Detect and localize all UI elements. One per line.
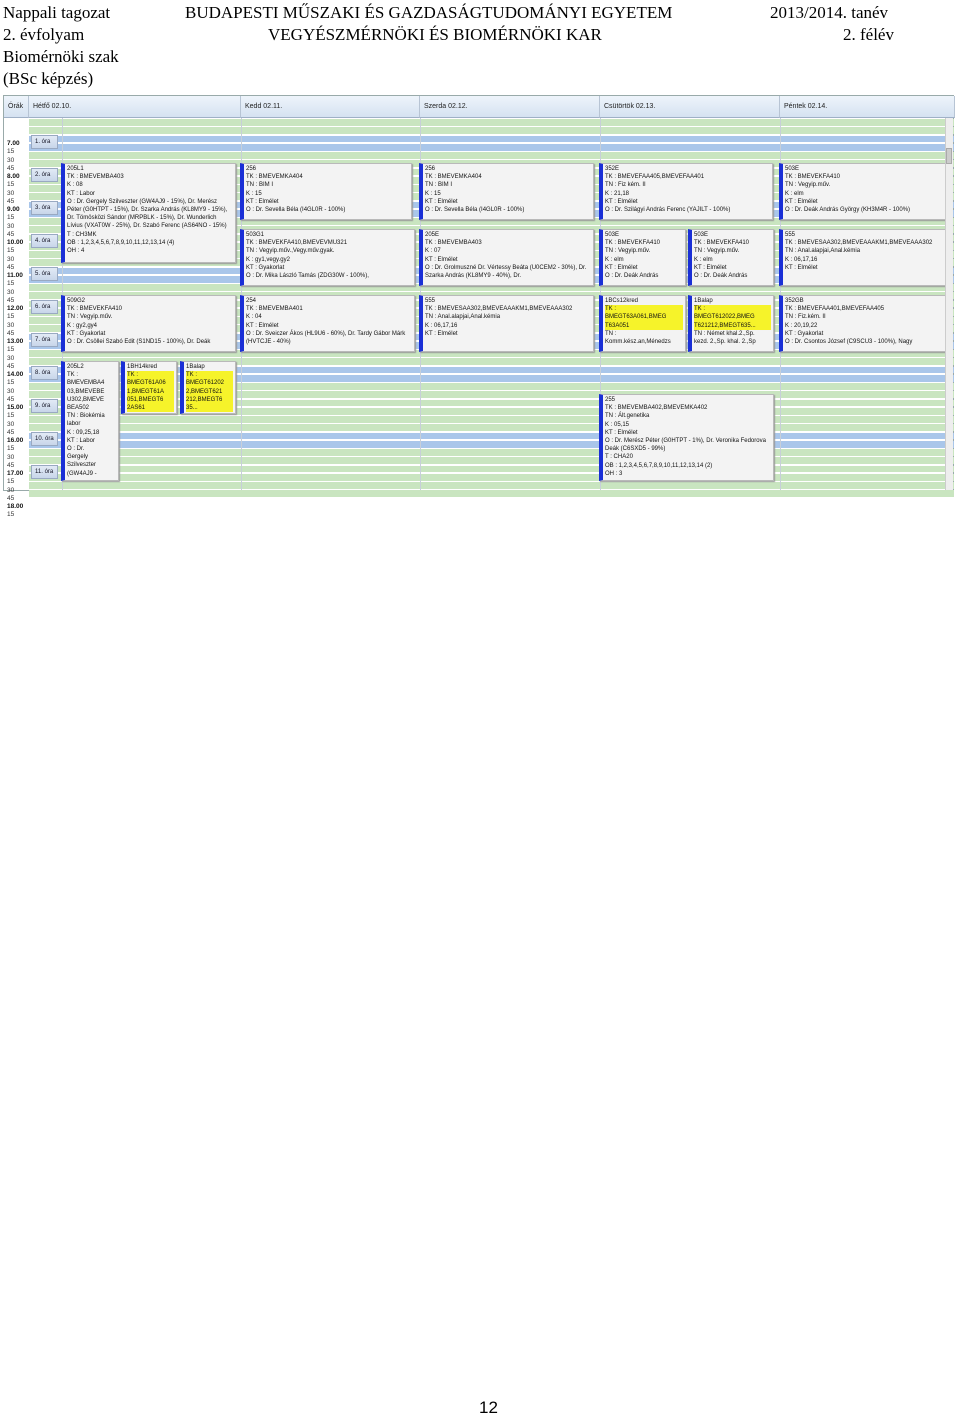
quarter-label: 15	[7, 181, 15, 189]
hour-label: 17.00	[7, 470, 24, 477]
friday-column-header[interactable]: Péntek 02.14.	[780, 96, 955, 118]
quarter-label: 45	[7, 395, 15, 403]
quarter-label: 45	[7, 461, 15, 469]
event-card[interactable]: 503E TK : BMEVEKFA410 TN : Vegyip.műv. K : elm KT : Elmélet O : Dr. Deák András	[688, 229, 774, 286]
hour-label: 13.00	[7, 338, 24, 345]
lesson-label: 6. óra	[31, 300, 58, 314]
quarter-label: 30	[7, 453, 15, 461]
event-card[interactable]: 503E TK : BMEVEKFA410 TN : Vegyip.műv. K : elm KT : Elmélet O : Dr. Deák András György (KH3M4R - 100%)	[779, 163, 947, 220]
quarter-label: 30	[7, 255, 15, 263]
event-card[interactable]: 256 TK : BMEVEMKA404 TN : BIM I K : 15 KT : Elmélet O : Dr. Sevella Béla (I4GL0R - 100%)	[240, 163, 412, 220]
time-slot[interactable]	[29, 449, 954, 456]
time-slot[interactable]	[29, 119, 954, 126]
quarter-label: 45	[7, 329, 15, 337]
lesson-label: 9. óra	[31, 399, 58, 413]
lesson-label: 3. óra	[31, 201, 58, 215]
hour-label: 11.00	[7, 272, 23, 279]
time-slot[interactable]	[29, 144, 954, 151]
event-card[interactable]: 205L1 TK : BMEVEMBA403 K : 08 KT : Labor O : Dr. Gergely Szilveszter (GW4AJ9 - 15%), Dr. Merész Péter (G0HTPT - 15%), Dr. Szarka András (KL8MY9 - 15%), Dr. Tömösközi Sándor (MRPBLK - 15%), Dr. Wunderlich Lívius (VXAT0W - 25%), Dr. Szabó Ferenc (AS64NO - 15%) T : CH3MK OB : 1,2,3,4,5,6,7,8,9,10,11,12,13,14 (4) OH : 4	[61, 163, 236, 263]
hours-column-header: Órák	[4, 96, 29, 118]
hour-label: 7.00	[7, 140, 20, 147]
lesson-label: 4. óra	[31, 234, 58, 248]
quarter-label: 15	[7, 214, 15, 222]
vertical-scrollbar[interactable]	[945, 118, 953, 490]
quarter-label: 30	[7, 420, 15, 428]
event-card[interactable]: 1BCs12kred TK : BMEGT63A061,BMEG T63A051 TN : Komm.kész.an,Ménedzs	[599, 295, 686, 352]
time-slot[interactable]	[29, 152, 954, 159]
time-slot[interactable]	[29, 490, 954, 497]
hour-label: 15.00	[7, 404, 24, 411]
lesson-label: 2. óra	[31, 168, 58, 182]
time-slot[interactable]	[29, 424, 954, 431]
quarter-label: 30	[7, 288, 15, 296]
quarter-label: 30	[7, 387, 15, 395]
lesson-label: 8. óra	[31, 366, 58, 380]
tuesday-column-header[interactable]: Kedd 02.11.	[241, 96, 420, 118]
time-slot[interactable]	[29, 474, 954, 481]
quarter-label: 30	[7, 156, 15, 164]
page-number: 12	[479, 1398, 498, 1417]
academic-year: 2013/2014. tanév	[770, 3, 889, 22]
timetable	[3, 95, 954, 519]
quarter-label: 45	[7, 263, 15, 271]
time-slot[interactable]	[29, 482, 954, 489]
event-card[interactable]: 205L2 TK : BMEVEMBA4 03,BMEVEBE U302,BMEVE BEA502 TN : Biokémia labor K : 09,25,18 KT : Labor O : Dr. Gergely Szilveszter (GW4AJ9 -	[61, 361, 119, 481]
event-card[interactable]: 1Balap TK : BMEGT612022,BMEG T621212,BMEGT635... TN : Német khal.2.,Sp. kezd. 2.,Sp. khal. 2.,Sp	[688, 295, 774, 352]
hour-label: 18.00	[7, 503, 24, 510]
hour-label: 9.00	[7, 206, 20, 213]
event-card[interactable]: 352GB TK : BMEVEFAA401,BMEVEFAA405 TN : Fiz.kém. II K : 20,19,22 KT : Gyakorlat O : Dr. Csontos József (C9SCU3 - 100%), Nagy	[779, 295, 947, 352]
quarter-label: 45	[7, 296, 15, 304]
event-card[interactable]: 1Balap TK : BMEGT61202 2,BMEGT621 212,BMEGT6 35...	[180, 361, 236, 414]
wednesday-column-header[interactable]: Szerda 02.12.	[420, 96, 600, 118]
quarter-label: 45	[7, 494, 15, 502]
event-card[interactable]: 509G2 TK : BMEVEKFA410 TN : Vegyip.műv. K : gy2,gy4 KT : Gyakorlat O : Dr. Csöllei Szabó Edit (S1ND15 - 100%), Dr. Deák	[61, 295, 236, 352]
quarter-label: 15	[7, 247, 15, 255]
time-slot[interactable]	[29, 127, 954, 134]
event-card[interactable]: 503E TK : BMEVEKFA410 TN : Vegyip.műv. K : elm KT : Elmélet O : Dr. Deák András	[599, 229, 686, 286]
quarter-label: 30	[7, 189, 15, 197]
monday-column-header[interactable]: Hétfő 02.10.	[29, 96, 241, 118]
time-slot[interactable]	[29, 457, 954, 464]
event-card[interactable]: 254 TK : BMEVEMBA401 K : 04 KT : Elmélet O : Dr. Sveiczer Ákos (HL9U6 - 60%), Dr. Tardy Gábor Márk (HVTCJE - 40%)	[240, 295, 415, 352]
quarter-label: 15	[7, 412, 15, 420]
event-card[interactable]: 503G1 TK : BMEVEKFA410,BMEVEVMU321 TN : Vegyip.műv.,Vegy.műv.gyak. K : gy1,vegy.gy2 KT : Gyakorlat O : Dr. Mika László Tamás (ZDG30W - 100%),	[240, 229, 415, 286]
semester: 2. félév	[843, 25, 894, 44]
quarter-label: 30	[7, 321, 15, 329]
quarter-label: 15	[7, 511, 15, 519]
time-slot[interactable]	[29, 433, 954, 440]
hour-label: 16.00	[7, 437, 24, 444]
lesson-label: 1. óra	[31, 135, 58, 149]
program-type: Nappali tagozat	[3, 3, 111, 22]
quarter-label: 15	[7, 346, 15, 354]
major-name: Biomérnöki szak	[3, 47, 119, 66]
faculty-name: VEGYÉSZMÉRNÖKI ÉS BIOMÉRNÖKI KAR	[268, 25, 602, 44]
time-slot[interactable]	[29, 136, 954, 143]
quarter-label: 15	[7, 478, 15, 486]
time-slot[interactable]	[29, 441, 954, 448]
university-name: BUDAPESTI MŰSZAKI ÉS GAZDASÁGTUDOMÁNYI EGYETEM	[185, 3, 673, 22]
degree-type: (BSc képzés)	[3, 69, 94, 88]
quarter-label: 45	[7, 164, 15, 172]
event-card[interactable]: 256 TK : BMEVEMKA404 TN : BIM I K : 15 KT : Elmélet O : Dr. Sevella Béla (I4GL0R - 100%)	[419, 163, 594, 220]
scrollbar-thumb[interactable]	[946, 148, 952, 164]
lesson-label: 7. óra	[31, 333, 58, 347]
time-slot[interactable]	[29, 466, 954, 473]
time-slot[interactable]	[29, 416, 954, 423]
quarter-label: 15	[7, 313, 15, 321]
quarter-label: 45	[7, 197, 15, 205]
quarter-label: 15	[7, 280, 15, 288]
event-card[interactable]: 1BH14kred TK : BMEGT61A06 1,BMEGT61A 051,BMEGT6 2AS61	[121, 361, 177, 414]
hour-label: 10.00	[7, 239, 24, 246]
lesson-label: 5. óra	[31, 267, 58, 281]
quarter-label: 15	[7, 148, 15, 156]
quarter-label: 15	[7, 445, 15, 453]
event-card[interactable]: 555 TK : BMEVESAA302,BMEVEAAAKM1,BMEVEAAA302 TN : Anal.alapjai,Anal.kémia K : 06,17,16 KT : Elmélet	[419, 295, 594, 352]
quarter-label: 45	[7, 362, 15, 370]
event-card[interactable]: 255 TK : BMEVEMBA402,BMEVEMKA402 TN : Ált.genetika K : 05,15 KT : Elmélet O : Dr. Merész Péter (G0HTPT - 1%), Dr. Veronika Fedorova Deák (C6SXD5 - 99%) T : CHA20 OB : 1,2,3,4,5,6,7,8,9,10,11,12,13,14 (2) OH : 3	[599, 394, 774, 481]
year-level: 2. évfolyam	[3, 25, 85, 44]
quarter-label: 30	[7, 222, 15, 230]
quarter-label: 30	[7, 486, 15, 494]
event-card[interactable]: 352E TK : BMEVEFAA405,BMEVEFAA401 TN : Fiz kém. II K : 21,18 KT : Elmélet O : Dr. Szilágyi András Ferenc (YAJILT - 100%)	[599, 163, 773, 220]
event-card[interactable]: 205E TK : BMEVEMBA403 K : 07 KT : Elmélet O : Dr. Grolmuszné Dr. Vértessy Beáta (U0CEM2 - 30%), Dr. Szarka András (KL8MY9 - 40%), Dr.	[419, 229, 594, 286]
quarter-label: 30	[7, 354, 15, 362]
quarter-label: 45	[7, 428, 15, 436]
thursday-column-header[interactable]: Csütörtök 02.13.	[600, 96, 780, 118]
hour-label: 12.00	[7, 305, 24, 312]
quarter-label: 15	[7, 379, 15, 387]
event-card[interactable]: 555 TK : BMEVESAA302,BMEVEAAAKM1,BMEVEAAA302 TN : Anal.alapjai,Anal.kémia K : 06,17,16 KT : Elmélet	[779, 229, 947, 286]
hour-label: 8.00	[7, 173, 20, 180]
lesson-label: 11. óra	[31, 465, 58, 479]
quarter-label: 45	[7, 230, 15, 238]
hour-label: 14.00	[7, 371, 24, 378]
lesson-label: 10. óra	[31, 432, 58, 446]
